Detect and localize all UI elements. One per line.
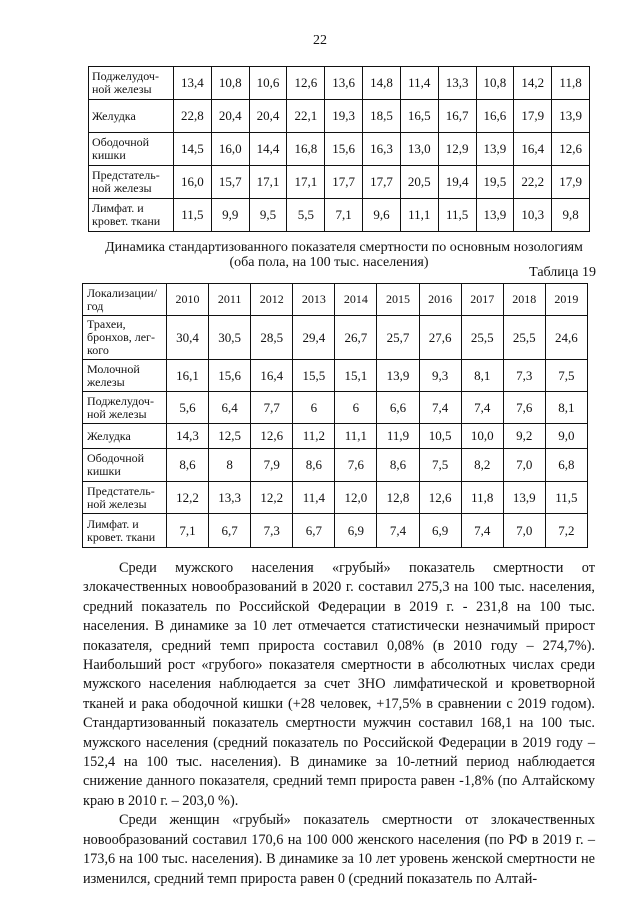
- table-row: [89, 100, 590, 133]
- value-cell: 10,8: [476, 67, 514, 100]
- value-cell: 7,3: [251, 514, 293, 548]
- paragraph-women-mortality: Среди женщин «грубый» показатель смертности от злокачественных новообразований составил 170,6 на 100 000 женского населения (по РФ в 2019 г. – 173,6 на 100 тыс. населения). В динамике за 10 лет уровень женской смертности не изменился, средний темп прироста равен 0 (средний показатель по Алтай-: [83, 812, 595, 887]
- value-cell: 11,8: [461, 482, 503, 514]
- value-cell: 17,1: [287, 166, 325, 199]
- value-cell: 8,1: [545, 392, 587, 424]
- value-cell: 10,0: [461, 424, 503, 449]
- header-year-cell: 2010: [167, 284, 209, 316]
- value-cell: 5,6: [167, 392, 209, 424]
- value-cell: 12,6: [251, 424, 293, 449]
- value-cell: 16,6: [476, 100, 514, 133]
- value-cell: 14,5: [174, 133, 212, 166]
- value-cell: 25,7: [377, 316, 419, 360]
- value-cell: 12,5: [209, 424, 251, 449]
- standardized-mortality-table: [82, 283, 588, 548]
- value-cell: 16,3: [363, 133, 401, 166]
- value-cell: 8,6: [293, 449, 335, 482]
- table-19-body: [83, 316, 588, 548]
- value-cell: 12,2: [251, 482, 293, 514]
- header-corner-cell: Локализации/ год: [83, 284, 167, 316]
- value-cell: 19,5: [476, 166, 514, 199]
- row-label-cell: Ободочной кишки: [89, 133, 174, 166]
- table-row: [83, 482, 588, 514]
- table-row: [83, 392, 588, 424]
- row-label-cell: Молочной железы: [83, 360, 167, 392]
- value-cell: 9,3: [419, 360, 461, 392]
- row-label-cell: Желудка: [89, 100, 174, 133]
- table-row: [83, 316, 588, 360]
- value-cell: 9,2: [503, 424, 545, 449]
- row-label-cell: Поджелудоч-ной железы: [83, 392, 167, 424]
- value-cell: 7,9: [251, 449, 293, 482]
- value-cell: 20,4: [211, 100, 249, 133]
- value-cell: 12,6: [419, 482, 461, 514]
- value-cell: 8,1: [461, 360, 503, 392]
- value-cell: 12,9: [438, 133, 476, 166]
- value-cell: 11,4: [400, 67, 438, 100]
- value-cell: 6,7: [293, 514, 335, 548]
- value-cell: 22,2: [514, 166, 552, 199]
- value-cell: 5,5: [287, 199, 325, 232]
- table-row: [83, 514, 588, 548]
- value-cell: 16,0: [174, 166, 212, 199]
- value-cell: 14,2: [514, 67, 552, 100]
- value-cell: 7,2: [545, 514, 587, 548]
- value-cell: 6,9: [335, 514, 377, 548]
- table-row: [89, 133, 590, 166]
- value-cell: 6,6: [377, 392, 419, 424]
- value-cell: 25,5: [503, 316, 545, 360]
- table-caption-line2: (оба пола, на 100 тыс. населения): [229, 255, 429, 270]
- value-cell: 8: [209, 449, 251, 482]
- value-cell: 6,9: [419, 514, 461, 548]
- value-cell: 7,6: [503, 392, 545, 424]
- value-cell: 16,7: [438, 100, 476, 133]
- value-cell: 13,9: [476, 199, 514, 232]
- value-cell: 7,4: [419, 392, 461, 424]
- row-label-cell: Желудка: [83, 424, 167, 449]
- value-cell: 17,9: [514, 100, 552, 133]
- mortality-table-continued: [88, 66, 590, 232]
- value-cell: 10,8: [211, 67, 249, 100]
- value-cell: 7,4: [461, 514, 503, 548]
- value-cell: 11,5: [438, 199, 476, 232]
- value-cell: 16,5: [400, 100, 438, 133]
- value-cell: 26,7: [335, 316, 377, 360]
- table-row: [89, 67, 590, 100]
- value-cell: 7,4: [461, 392, 503, 424]
- row-label-cell: Трахеи, бронхов, лег-кого: [83, 316, 167, 360]
- header-year-cell: 2013: [293, 284, 335, 316]
- value-cell: 20,5: [400, 166, 438, 199]
- header-year-cell: 2015: [377, 284, 419, 316]
- value-cell: 15,7: [211, 166, 249, 199]
- value-cell: 10,6: [249, 67, 287, 100]
- row-label-cell: Предстатель-ной железы: [83, 482, 167, 514]
- value-cell: 16,8: [287, 133, 325, 166]
- value-cell: 30,4: [167, 316, 209, 360]
- value-cell: 7,7: [251, 392, 293, 424]
- value-cell: 10,3: [514, 199, 552, 232]
- value-cell: 11,4: [293, 482, 335, 514]
- value-cell: 15,5: [293, 360, 335, 392]
- value-cell: 6: [293, 392, 335, 424]
- value-cell: 14,3: [167, 424, 209, 449]
- page-number: 22: [313, 33, 327, 48]
- value-cell: 17,7: [325, 166, 363, 199]
- value-cell: 12,8: [377, 482, 419, 514]
- value-cell: 11,8: [552, 67, 590, 100]
- header-year-cell: 2017: [461, 284, 503, 316]
- value-cell: 7,5: [545, 360, 587, 392]
- value-cell: 11,1: [335, 424, 377, 449]
- value-cell: 13,9: [377, 360, 419, 392]
- header-year-cell: 2014: [335, 284, 377, 316]
- row-label-cell: Предстатель-ной железы: [89, 166, 174, 199]
- value-cell: 9,5: [249, 199, 287, 232]
- value-cell: 24,6: [545, 316, 587, 360]
- value-cell: 13,3: [209, 482, 251, 514]
- table-row: [83, 449, 588, 482]
- value-cell: 9,6: [363, 199, 401, 232]
- value-cell: 7,1: [325, 199, 363, 232]
- value-cell: 9,9: [211, 199, 249, 232]
- value-cell: 16,4: [514, 133, 552, 166]
- value-cell: 9,8: [552, 199, 590, 232]
- value-cell: 7,3: [503, 360, 545, 392]
- table-row: [89, 166, 590, 199]
- table-row: [83, 360, 588, 392]
- value-cell: 11,5: [174, 199, 212, 232]
- value-cell: 20,4: [249, 100, 287, 133]
- value-cell: 13,6: [325, 67, 363, 100]
- value-cell: 6,8: [545, 449, 587, 482]
- value-cell: 16,0: [211, 133, 249, 166]
- value-cell: 10,5: [419, 424, 461, 449]
- value-cell: 19,4: [438, 166, 476, 199]
- value-cell: 12,2: [167, 482, 209, 514]
- table-19-header: [83, 284, 588, 316]
- value-cell: 7,5: [419, 449, 461, 482]
- value-cell: 14,4: [249, 133, 287, 166]
- value-cell: 11,1: [400, 199, 438, 232]
- body-text: [83, 559, 595, 889]
- table-top-body: [89, 67, 590, 232]
- value-cell: 6: [335, 392, 377, 424]
- value-cell: 7,4: [377, 514, 419, 548]
- value-cell: 6,7: [209, 514, 251, 548]
- value-cell: 19,3: [325, 100, 363, 133]
- header-year-cell: 2016: [419, 284, 461, 316]
- value-cell: 30,5: [209, 316, 251, 360]
- header-year-cell: 2018: [503, 284, 545, 316]
- value-cell: 9,0: [545, 424, 587, 449]
- paragraph-men-mortality: Среди мужского населения «грубый» показатель смертности от злокачественных новообразований в 2020 г. составил 275,3 на 100 тыс. населения, средний показатель по Российской Федерации в 2019 г. - 231,8 на 100 тыс. населения. В динамике за 10 лет отмечается статистически незначимый прирост показателя, средний темп прироста составил 0,08% (в 2010 году – 274,7%). Наибольший рост «грубого» показателя смертности в абсолютных числах среди мужского населения наблюдается за счет ЗНО лимфатической и кроветворной тканей и рака ободочной кишки (+28 человек, +17,5% в сравнении с 2019 годом). Стандартизованный показатель смертности мужчин составил 168,1 на 100 тыс. мужского населения (средний показатель по Российской Федерации в 2019 году – 152,4 на 100 тыс. населения). В динамике за 10-летний период наблюдается снижение данного показателя, средний темп прироста равен -1,8% (по Алтайскому краю в 2010 г. – 203,0 %).: [83, 560, 595, 809]
- table-row: [83, 424, 588, 449]
- table-row: [89, 199, 590, 232]
- value-cell: 16,1: [167, 360, 209, 392]
- value-cell: 13,9: [476, 133, 514, 166]
- value-cell: 15,6: [209, 360, 251, 392]
- value-cell: 7,6: [335, 449, 377, 482]
- value-cell: 7,1: [167, 514, 209, 548]
- value-cell: 14,8: [363, 67, 401, 100]
- value-cell: 8,6: [167, 449, 209, 482]
- value-cell: 18,5: [363, 100, 401, 133]
- value-cell: 7,0: [503, 449, 545, 482]
- value-cell: 13,3: [438, 67, 476, 100]
- value-cell: 13,4: [174, 67, 212, 100]
- value-cell: 17,1: [249, 166, 287, 199]
- value-cell: 12,6: [552, 133, 590, 166]
- value-cell: 22,1: [287, 100, 325, 133]
- value-cell: 15,6: [325, 133, 363, 166]
- value-cell: 11,2: [293, 424, 335, 449]
- value-cell: 12,6: [287, 67, 325, 100]
- value-cell: 8,6: [377, 449, 419, 482]
- value-cell: 13,0: [400, 133, 438, 166]
- row-label-cell: Ободочной кишки: [83, 449, 167, 482]
- value-cell: 22,8: [174, 100, 212, 133]
- value-cell: 6,4: [209, 392, 251, 424]
- header-year-cell: 2011: [209, 284, 251, 316]
- header-year-cell: 2012: [251, 284, 293, 316]
- row-label-cell: Поджелудоч-ной железы: [89, 67, 174, 100]
- value-cell: 25,5: [461, 316, 503, 360]
- value-cell: 11,5: [545, 482, 587, 514]
- table-caption-line1: Динамика стандартизованного показателя смертности по основным нозологиям: [105, 240, 583, 255]
- value-cell: 15,1: [335, 360, 377, 392]
- value-cell: 13,9: [552, 100, 590, 133]
- value-cell: 13,9: [503, 482, 545, 514]
- value-cell: 16,4: [251, 360, 293, 392]
- row-label-cell: Лимфат. и кровет. ткани: [83, 514, 167, 548]
- value-cell: 17,7: [363, 166, 401, 199]
- value-cell: 28,5: [251, 316, 293, 360]
- value-cell: 29,4: [293, 316, 335, 360]
- row-label-cell: Лимфат. и кровет. ткани: [89, 199, 174, 232]
- value-cell: 8,2: [461, 449, 503, 482]
- table-label: Таблица 19: [529, 265, 596, 280]
- value-cell: 12,0: [335, 482, 377, 514]
- value-cell: 7,0: [503, 514, 545, 548]
- value-cell: 11,9: [377, 424, 419, 449]
- header-year-cell: 2019: [545, 284, 587, 316]
- value-cell: 27,6: [419, 316, 461, 360]
- value-cell: 17,9: [552, 166, 590, 199]
